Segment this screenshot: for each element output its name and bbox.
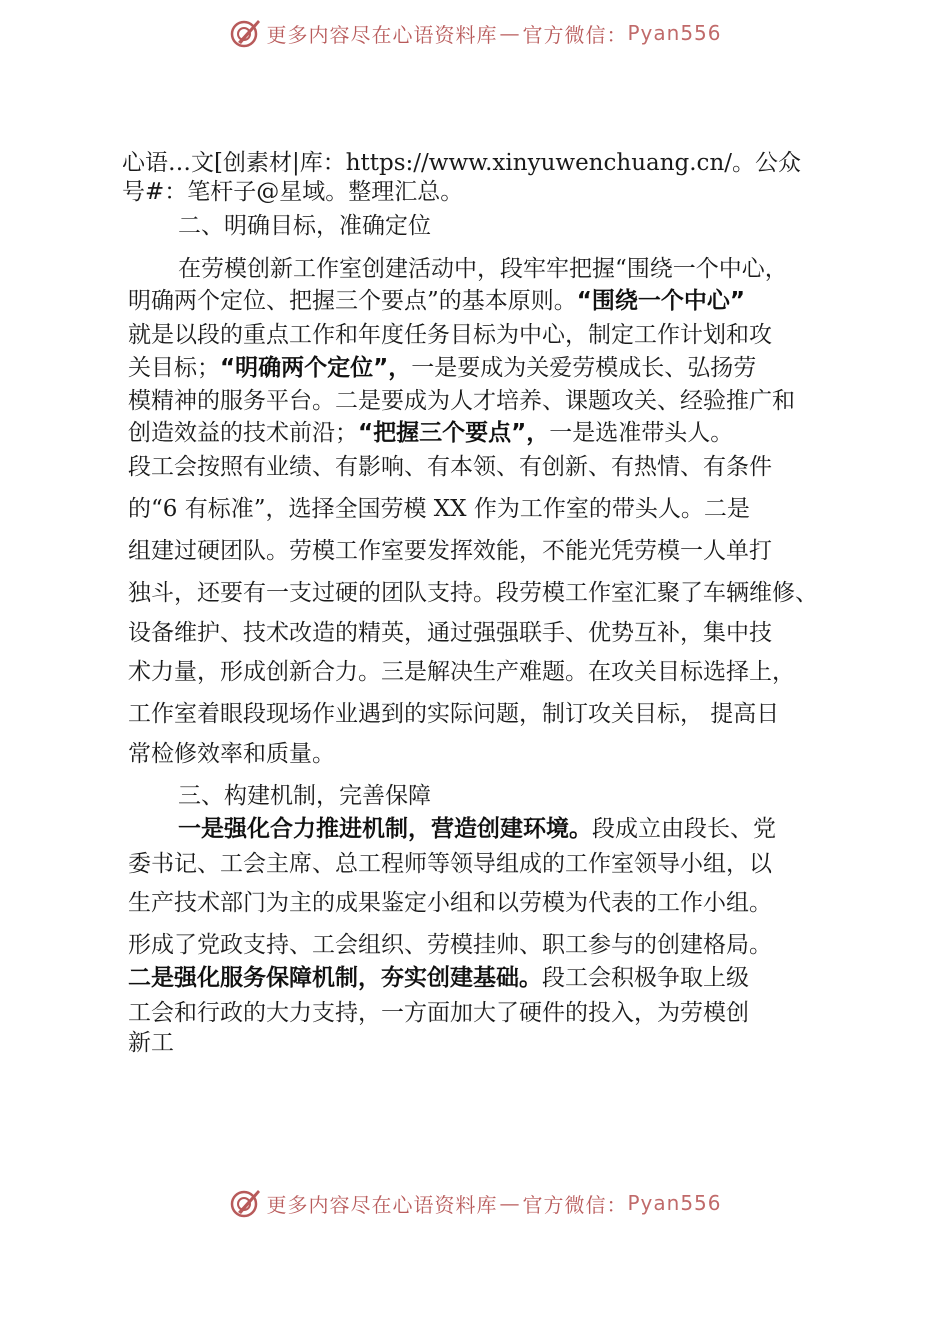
emphasis-text: “明确两个定位”， (220, 355, 412, 381)
text-run: 一是要成为关爱劳模成长、弘扬劳 (411, 355, 757, 381)
banner-text: 更多内容尽在心语资料库 (266, 22, 498, 47)
banner-dash: — (499, 21, 521, 45)
paragraph-line: 形成了党政支持、工会组织、劳模挂帅、职工参与的创建格局。 (128, 932, 772, 958)
paragraph-line (128, 353, 756, 383)
source-line-2: 号#：笔杆子@星域。整理汇总。 (122, 179, 464, 205)
paragraph-line: 就是以段的重点工作和年度任务目标为中心，制定工作计划和攻 (128, 322, 772, 348)
text-run: 一是选准带头人。 (549, 420, 734, 446)
text-run: 关目标； (128, 355, 220, 381)
header-banner (0, 16, 950, 50)
footer-banner (0, 1186, 950, 1220)
source-line-1: 心语…文[创素材|库：https://www.xinyuwenchuang.cn/。公众 (122, 150, 802, 176)
section-heading-3: 三、构建机制，完善保障 (178, 783, 431, 809)
text-run: 段成立由段长、党 (592, 816, 776, 842)
paragraph-line (128, 418, 733, 448)
paragraph-line: 委书记、工会主席、总工程师等领导组成的工作室领导小组，以 (128, 851, 772, 877)
paragraph-line: 在劳模创新工作室创建活动中，段牢牢把握“围绕一个中心， (178, 256, 788, 282)
brand-logo-icon (228, 1186, 262, 1220)
paragraph-line: 的“6 有标准”，选择全国劳模 XX 作为工作室的带头人。二是 (128, 496, 750, 522)
emphasis-text: “把握三个要点”， (358, 420, 550, 446)
paragraph-line (178, 814, 776, 844)
paragraph-line: 独斗，还要有一支过硬的团队支持。段劳模工作室汇聚了车辆维修、 (128, 580, 818, 606)
text-run: 明确两个定位、把握三个要点”的基本原则。 (128, 288, 577, 314)
paragraph-line: 模精神的服务平台。二是要成为人才培养、课题攻关、经验推广和 (128, 388, 795, 414)
text-run: 创造效益的技术前沿； (128, 420, 358, 446)
emphasis-text: “围绕一个中心” (576, 288, 745, 314)
paragraph-line: 段工会按照有业绩、有影响、有本领、有创新、有热情、有条件 (128, 454, 772, 480)
paragraph-line: 设备维护、技术改造的精英，通过强强联手、优势互补，集中技 (128, 620, 772, 646)
text-run: 段工会积极争取上级 (542, 965, 749, 991)
paragraph-line (128, 963, 749, 993)
banner-wechat-label: 官方微信： (522, 22, 628, 47)
banner-wechat-id: Pyan556 (627, 21, 722, 45)
brand-logo-icon (228, 16, 262, 50)
paragraph-line: 工会和行政的大力支持，一方面加大了硬件的投入，为劳模创 (128, 1000, 749, 1026)
paragraph-line: 工作室着眼段现场作业遇到的实际问题，制订攻关目标， 提高日 (128, 701, 780, 727)
emphasis-text: 二是强化服务保障机制，夯实创建基础。 (128, 965, 542, 991)
banner-dash: — (499, 1191, 521, 1215)
banner-wechat-label: 官方微信： (522, 1192, 628, 1217)
paragraph-line: 组建过硬团队。劳模工作室要发挥效能，不能光凭劳模一人单打 (128, 538, 772, 564)
paragraph-line: 常检修效率和质量。 (128, 741, 335, 767)
paragraph-line: 术力量，形成创新合力。三是解决生产难题。在攻关目标选择上， (128, 659, 795, 685)
banner-wechat-id: Pyan556 (627, 1191, 722, 1215)
emphasis-text: 一是强化合力推进机制，营造创建环境。 (178, 816, 592, 842)
paragraph-line: 新工 (128, 1030, 174, 1056)
section-heading-2: 二、明确目标，准确定位 (178, 213, 431, 239)
paragraph-line: 生产技术部门为主的成果鉴定小组和以劳模为代表的工作小组。 (128, 890, 772, 916)
paragraph-line (128, 286, 745, 316)
banner-text: 更多内容尽在心语资料库 (266, 1192, 498, 1217)
